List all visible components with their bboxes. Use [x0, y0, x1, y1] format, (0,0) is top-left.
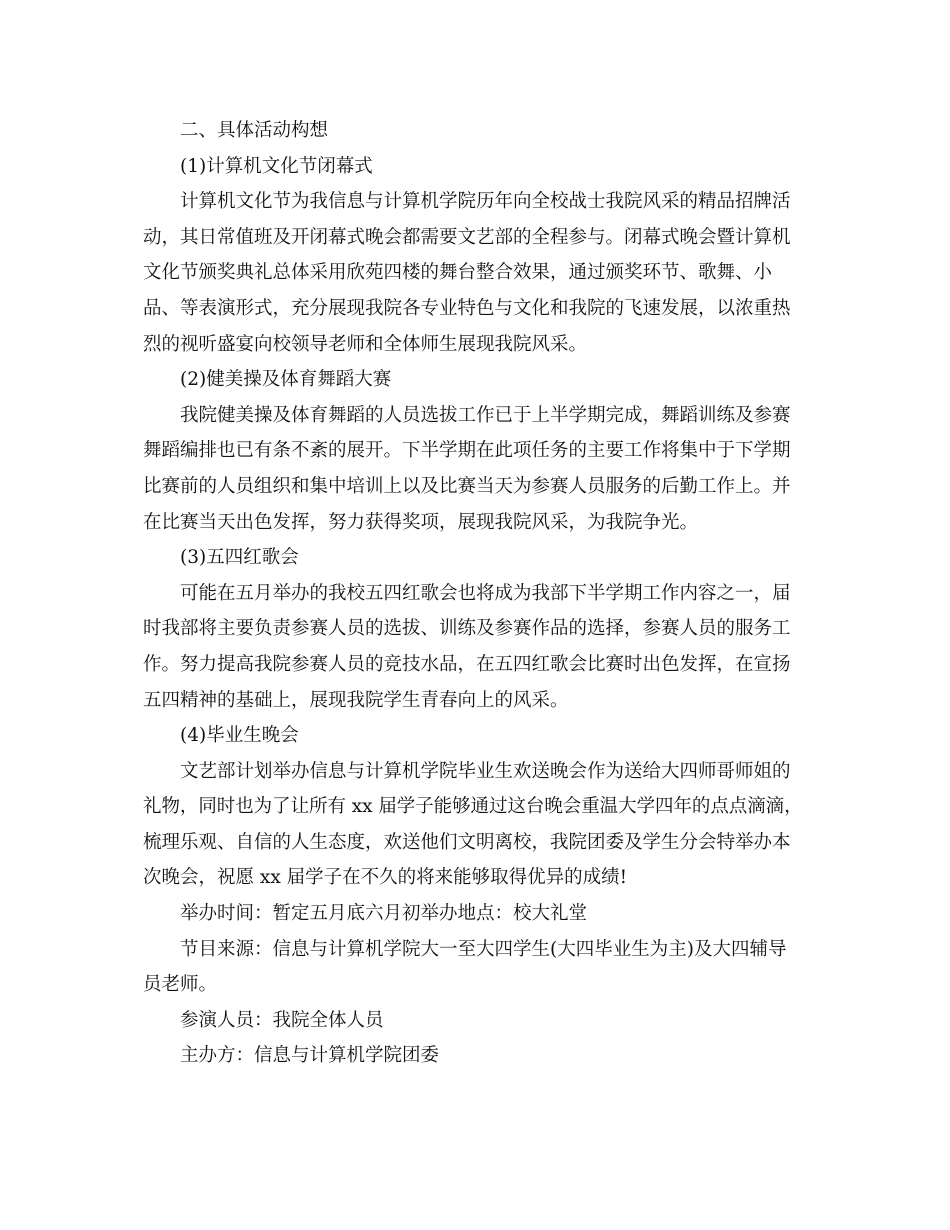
paragraph-line: 舞蹈编排也已有条不紊的展开。下半学期在此项任务的主要工作将集中于下学期: [143, 440, 791, 462]
paragraph-line: 计算机文化节为我信息与计算机学院历年向全校战士我院风采的精品招牌活: [180, 191, 791, 213]
subsection-heading-may-fourth: (3)五四红歌会: [180, 547, 299, 569]
paragraph-line: 我院健美操及体育舞蹈的人员选拔工作已于上半学期完成，舞蹈训练及参赛: [180, 404, 791, 426]
program-source-line: 节目来源：信息与计算机学院大一至大四学生(大四毕业生为主)及大四辅导: [180, 938, 787, 960]
paragraph-line: 文化节颁奖典礼总体采用欣苑四楼的舞台整合效果，通过颁奖环节、歌舞、小: [143, 262, 773, 284]
paragraph-line: 烈的视听盛宴向校领导老师和全体师生展现我院风采。: [143, 333, 588, 355]
paragraph-line: 可能在五月举办的我校五四红歌会也将成为我部下半学期工作内容之一，届: [180, 582, 791, 604]
subsection-heading-aerobics: (2)健美操及体育舞蹈大赛: [180, 369, 392, 391]
paragraph-line: 员老师。: [143, 974, 218, 996]
organizer-line: 主办方：信息与计算机学院团委: [180, 1045, 440, 1067]
paragraph-line: 文艺部计划举办信息与计算机学院毕业生欢送晚会作为送给大四师哥师姐的: [180, 760, 791, 782]
paragraph-line: 动，其日常值班及开闭幕式晚会都需要文艺部的全程参与。闭幕式晚会暨计算机: [143, 226, 791, 248]
paragraph-line: 五四精神的基础上，展现我院学生青春向上的风采。: [143, 689, 569, 711]
document-body: [143, 113, 803, 1074]
paragraph-line: 礼物，同时也为了让所有 xx 届学子能够通过这台晚会重温大学四年的点点滴滴，: [143, 796, 803, 818]
event-time-line: 举办时间：暂定五月底六月初举办地点：校大礼堂: [180, 903, 588, 925]
paragraph-line: 梳理乐观、自信的人生态度，欢送他们文明离校，我院团委及学生分会特举办本: [143, 831, 791, 853]
paragraph-line: 作。努力提高我院参赛人员的竞技水品，在五四红歌会比赛时出色发挥，在宣扬: [143, 653, 791, 675]
paragraph-line: 品、等表演形式，充分展现我院各专业特色与文化和我院的飞速发展，以浓重热: [143, 297, 791, 319]
paragraph-line: 比赛前的人员组织和集中培训上以及比赛当天为参赛人员服务的后勤工作上。并: [143, 475, 791, 497]
performers-line: 参演人员：我院全体人员: [180, 1009, 384, 1031]
paragraph-line: 时我部将主要负责参赛人员的选拔、训练及参赛作品的选择，参赛人员的服务工: [143, 618, 791, 640]
section-heading: 二、具体活动构想: [180, 120, 329, 141]
subsection-heading-closing-ceremony: (1)计算机文化节闭幕式: [180, 155, 373, 177]
paragraph-line: 在比赛当天出色发挥，努力获得奖项，展现我院风采，为我院争光。: [143, 511, 699, 533]
subsection-heading-graduation: (4)毕业生晚会: [180, 725, 299, 747]
paragraph-line: 次晚会，祝愿 xx 届学子在不久的将来能够取得优异的成绩!: [143, 867, 628, 889]
